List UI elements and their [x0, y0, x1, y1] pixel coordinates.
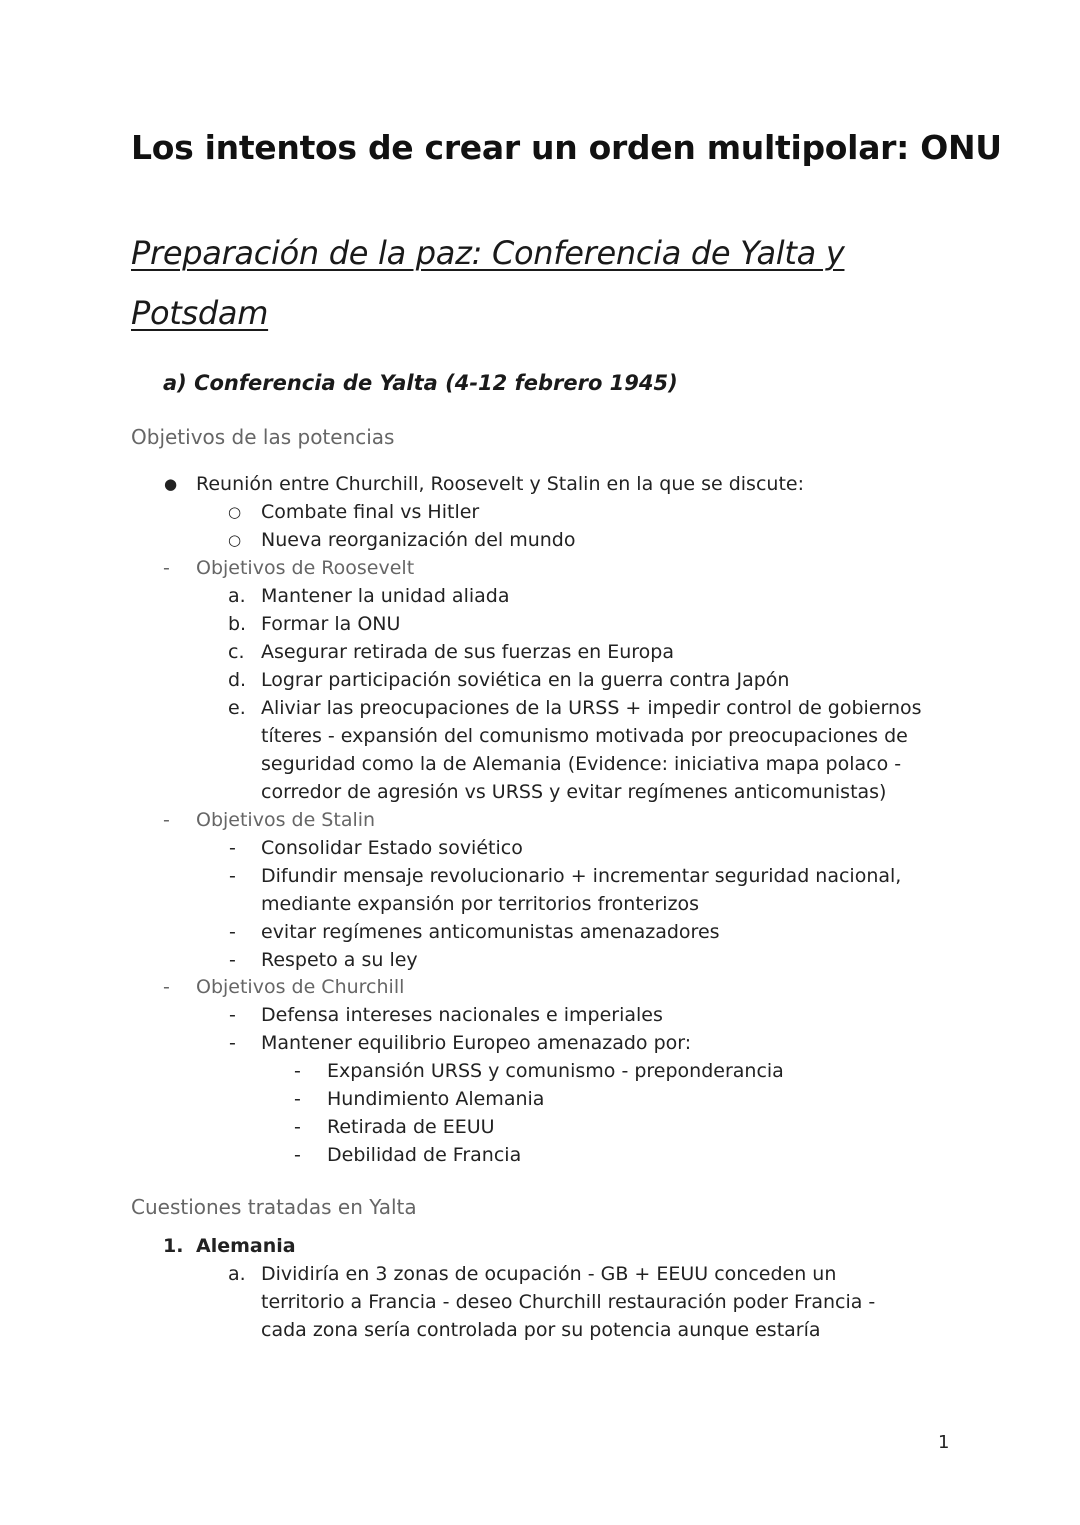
dash-marker: - [294, 1088, 301, 1110]
dash-marker: - [163, 809, 170, 831]
alemania-line: cada zona sería controlada por su potencia aunque estaría [261, 1319, 821, 1341]
alemania-line: territorio a Francia - deseo Churchill restauración poder Francia - [261, 1291, 876, 1313]
roosevelt-item-line: Aliviar las preocupaciones de la URSS + impedir control de gobiernos [261, 697, 922, 719]
dash-marker: - [163, 976, 170, 998]
dash-marker: - [294, 1060, 301, 1082]
list-marker: c. [228, 641, 245, 663]
circle-marker: ○ [228, 503, 242, 521]
roosevelt-item-line: corredor de agresión vs URSS y evitar regímenes anticomunistas) [261, 781, 887, 803]
page-title: Los intentos de crear un orden multipolar: ONU [131, 128, 1002, 167]
roosevelt-item: Formar la ONU [261, 613, 401, 635]
dash-marker: - [294, 1116, 301, 1138]
list-marker: d. [228, 669, 247, 691]
dash-marker: - [163, 557, 170, 579]
roosevelt-item-line: títeres - expansión del comunismo motivada por preocupaciones de [261, 725, 908, 747]
stalin-item: Respeto a su ley [261, 949, 418, 971]
dash-marker: - [229, 865, 236, 887]
meeting-item: Nueva reorganización del mundo [261, 529, 576, 551]
churchill-subitem: Hundimiento Alemania [327, 1088, 545, 1110]
subsection-title: a) Conferencia de Yalta (4-12 febrero 1945) [163, 371, 678, 395]
dash-marker: - [229, 837, 236, 859]
objetivos-heading: Objetivos de las potencias [131, 425, 395, 449]
stalin-item: Difundir mensaje revolucionario + incrementar seguridad nacional, [261, 865, 902, 887]
roosevelt-heading: Objetivos de Roosevelt [196, 557, 415, 579]
stalin-item: mediante expansión por territorios fronterizos [261, 893, 700, 915]
churchill-subitem: Expansión URSS y comunismo - preponderancia [327, 1060, 784, 1082]
churchill-item: Defensa intereses nacionales e imperiales [261, 1004, 663, 1026]
list-marker: a. [228, 585, 246, 607]
churchill-item: Mantener equilibrio Europeo amenazado por: [261, 1032, 692, 1054]
bullet-marker: ● [164, 475, 178, 493]
dash-marker: - [229, 921, 236, 943]
dash-marker: - [229, 1004, 236, 1026]
dash-marker: - [294, 1144, 301, 1166]
roosevelt-item: Mantener la unidad aliada [261, 585, 510, 607]
meeting-text: Reunión entre Churchill, Roosevelt y Stalin en la que se discute: [196, 473, 804, 495]
alemania-title: Alemania [196, 1235, 296, 1257]
page-number: 1 [938, 1432, 950, 1453]
roosevelt-item: Lograr participación soviética en la guerra contra Japón [261, 669, 790, 691]
stalin-item: evitar regímenes anticomunistas amenazadores [261, 921, 720, 943]
churchill-subitem: Retirada de EEUU [327, 1116, 495, 1138]
churchill-heading: Objetivos de Churchill [196, 976, 405, 998]
stalin-item: Consolidar Estado soviético [261, 837, 523, 859]
list-marker: e. [228, 697, 246, 719]
list-marker: b. [228, 613, 247, 635]
alemania-line: Dividiría en 3 zonas de ocupación - GB + EEUU conceden un [261, 1263, 837, 1285]
meeting-item: Combate final vs Hitler [261, 501, 480, 523]
list-marker: a. [228, 1263, 246, 1285]
circle-marker: ○ [228, 531, 242, 549]
roosevelt-item-line: seguridad como la de Alemania (Evidence: iniciativa mapa polaco - [261, 753, 902, 775]
roosevelt-item: Asegurar retirada de sus fuerzas en Europa [261, 641, 674, 663]
churchill-subitem: Debilidad de Francia [327, 1144, 522, 1166]
cuestiones-heading: Cuestiones tratadas en Yalta [131, 1195, 417, 1219]
stalin-heading: Objetivos de Stalin [196, 809, 376, 831]
list-marker: 1. [163, 1235, 184, 1257]
section-title-line-1: Preparación de la paz: Conferencia de Yalta y [131, 234, 845, 272]
dash-marker: - [229, 949, 236, 971]
section-title-line-2: Potsdam [131, 294, 269, 332]
dash-marker: - [229, 1032, 236, 1054]
